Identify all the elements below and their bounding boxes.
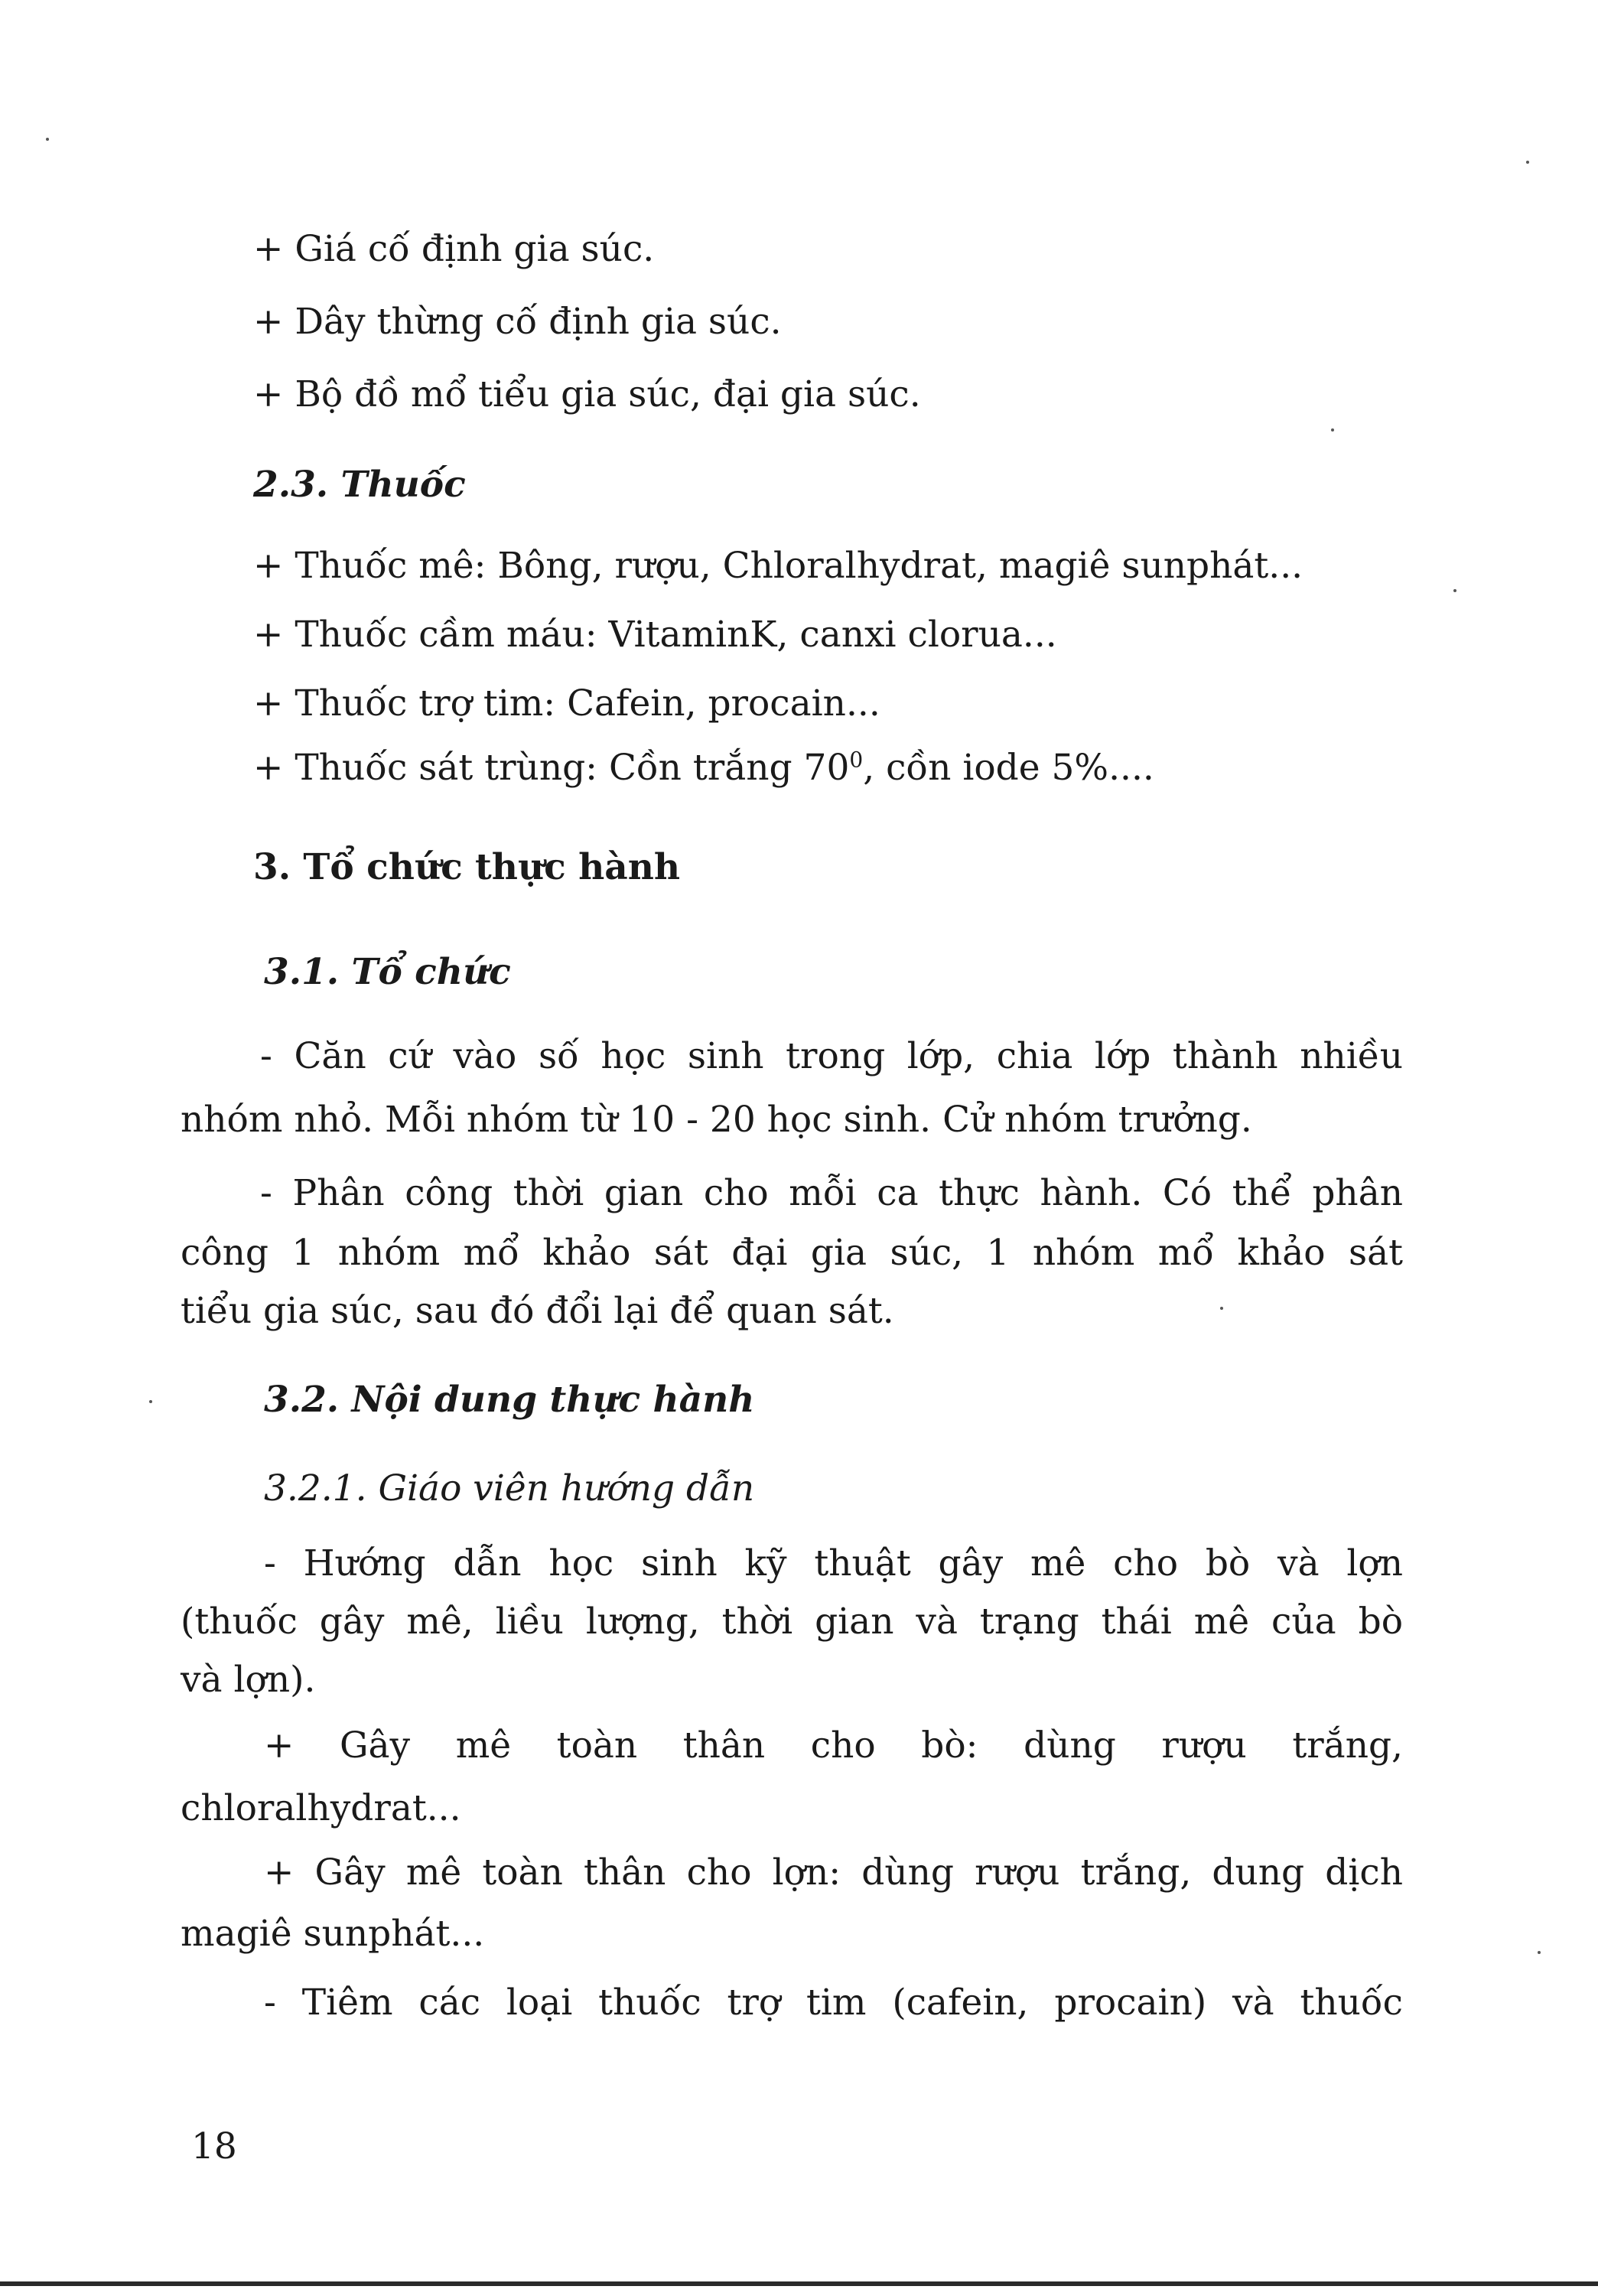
scan-speck xyxy=(1220,1307,1223,1310)
paragraph-line: nhóm nhỏ. Mỗi nhóm từ 10 - 20 học sinh. Cử nhóm trưởng. xyxy=(181,1099,1252,1141)
paragraph-line: - Căn cứ vào số học sinh trong lớp, chia lớp thành nhiều xyxy=(260,1035,1403,1077)
paragraph-line: và lợn). xyxy=(181,1659,316,1701)
scan-speck xyxy=(1453,589,1456,592)
scan-speck xyxy=(1538,1951,1541,1954)
medicine-item xyxy=(253,747,1154,789)
equipment-item: + Giá cố định gia súc. xyxy=(253,228,655,270)
medicine-item-text: + Thuốc sát trùng: Cồn trắng 70 xyxy=(253,747,850,789)
paragraph-line: (thuốc gây mê, liều lượng, thời gian và trạng thái mê của bò xyxy=(181,1601,1403,1643)
subsubsection-heading: 3.2.1. Giáo viên hướng dẫn xyxy=(264,1467,755,1509)
subsection-heading: 3.1. Tổ chức xyxy=(264,951,511,993)
section-heading: 2.3. Thuốc xyxy=(253,464,466,506)
paragraph-line: - Hướng dẫn học sinh kỹ thuật gây mê cho bò và lợn xyxy=(264,1542,1403,1584)
paragraph-line: + Gây mê toàn thân cho lợn: dùng rượu trắng, dung dịch xyxy=(264,1851,1403,1894)
paragraph-line: chloralhydrat... xyxy=(181,1787,461,1829)
medicine-item: + Thuốc cầm máu: VitaminK, canxi clorua... xyxy=(253,614,1057,656)
scan-speck xyxy=(1526,161,1529,164)
paragraph-line: magiê sunphát... xyxy=(181,1913,485,1955)
paragraph-line: + Gây mê toàn thân cho bò: dùng rượu trắng, xyxy=(264,1724,1403,1767)
medicine-item: + Thuốc trợ tim: Cafein, procain... xyxy=(253,682,880,725)
scan-speck xyxy=(149,1400,152,1403)
medicine-item-text-rest: , cồn iode 5%.... xyxy=(863,747,1154,789)
page-number: 18 xyxy=(191,2125,237,2167)
paragraph-line: - Tiêm các loại thuốc trợ tim (cafein, procain) và thuốc xyxy=(264,1982,1403,2024)
page-bottom-edge xyxy=(0,2281,1598,2286)
paragraph-line: tiểu gia súc, sau đó đổi lại để quan sát. xyxy=(181,1290,894,1332)
medicine-item: + Thuốc mê: Bông, rượu, Chloralhydrat, magiê sunphát... xyxy=(253,545,1303,587)
equipment-item: + Dây thừng cố định gia súc. xyxy=(253,301,782,343)
scan-speck xyxy=(46,138,49,141)
scan-speck xyxy=(1331,428,1334,432)
paragraph-line: - Phân công thời gian cho mỗi ca thực hành. Có thể phân xyxy=(260,1172,1403,1214)
degree-superscript: 0 xyxy=(849,747,864,773)
subsection-heading: 3.2. Nội dung thực hành xyxy=(264,1379,755,1421)
paragraph-line: công 1 nhóm mổ khảo sát đại gia súc, 1 nhóm mổ khảo sát xyxy=(181,1232,1403,1274)
equipment-item: + Bộ đồ mổ tiểu gia súc, đại gia súc. xyxy=(253,373,921,415)
section-heading: 3. Tổ chức thực hành xyxy=(253,846,681,888)
